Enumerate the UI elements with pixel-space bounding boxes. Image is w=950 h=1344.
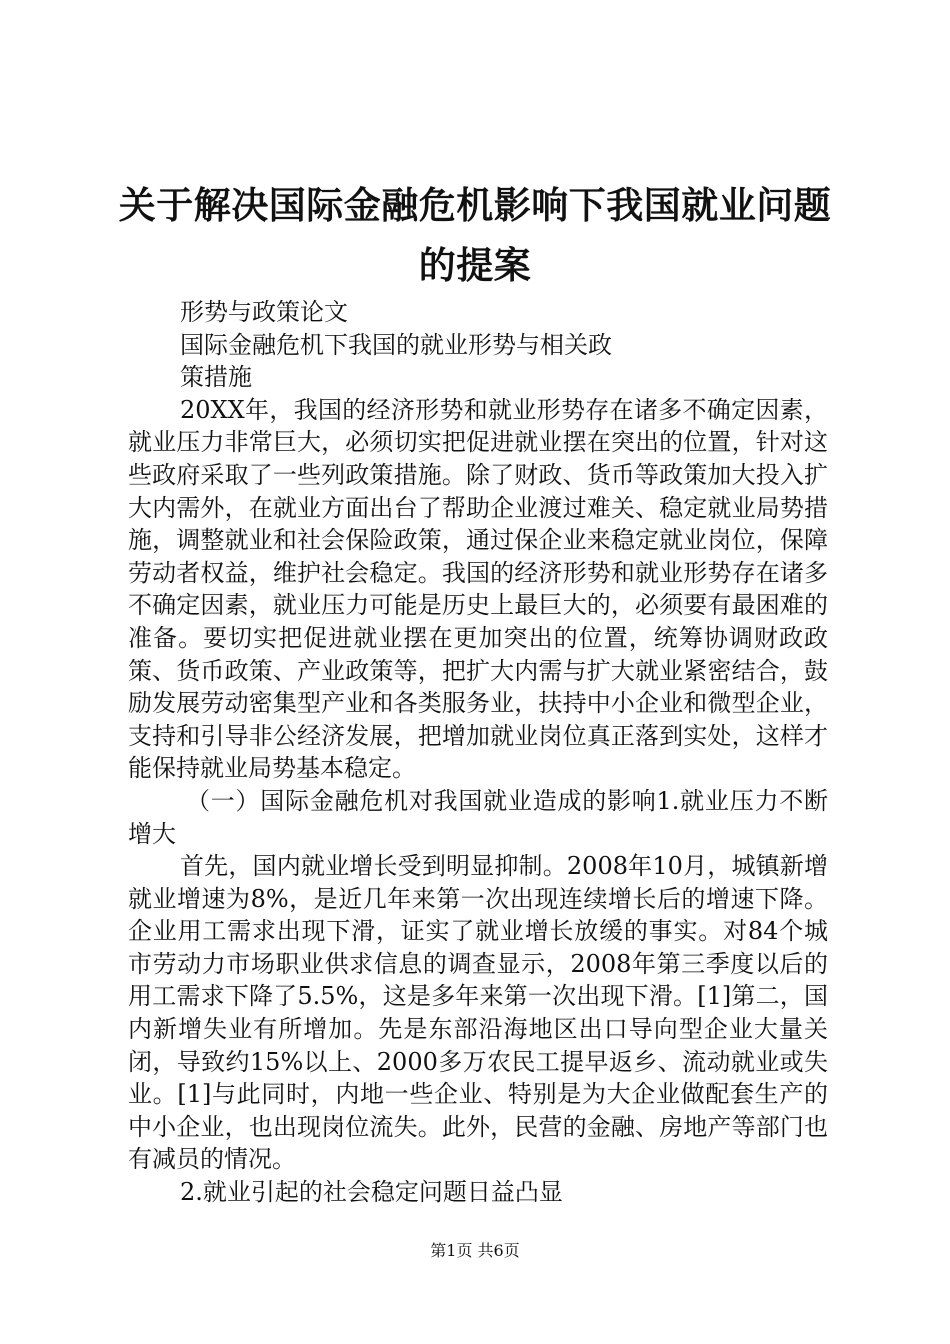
paragraph-impact: 首先，国内就业增长受到明显抑制。2008年10月，城镇新增就业增速为8%，是近几年来第一次出现连续增长后的增速下降。企业用工需求出现下滑，证实了就业增长放缓的事实。对84个城市劳动力市场职业供求信息的调查显示，2008年第三季度以后的用工需求下降了5.5%，这是多年来第一次出现下滑。[1]第二，国内新增失业有所增加。先是东部沿海地区出口导向型企业大量关闭，导致约15%以上、2000多万农民工提早返乡、流动就业或失业。[1]与此同时，内地一些企业、特别是为大企业做配套生产的中小企业，也出现岗位流失。此外，民营的金融、房地产等部门也有减员的情况。 <box>128 852 828 1174</box>
paragraph-subtitle-line2: 策措施 <box>180 363 252 392</box>
document-title: 关于解决国际金融危机影响下我国就业问题的提案 <box>118 184 832 287</box>
section-heading-1: （一）国际金融危机对我国就业造成的影响1.就业压力不断增大 <box>128 786 828 848</box>
paragraph-intro: 20XX年，我国的经济形势和就业形势存在诸多不确定因素，就业压力非常巨大，必须切实把促进就业摆在突出的位置，针对这些政府采取了一些列政策措施。除了财政、货币等政策加大投入扩大内需外，在就业方面出台了帮助企业渡过难关、稳定就业局势措施，调整就业和社会保险政策，通过保企业来稳定就业岗位，保障劳动者权益，维护社会稳定。我国的经济形势和就业形势存在诸多不确定因素，就业压力可能是历史上最巨大的，必须要有最困难的准备。要切实把促进就业摆在更加突出的位置，统筹协调财政政策、货币政策、产业政策等，把扩大内需与扩大就业紧密结合，鼓励发展劳动密集型产业和各类服务业，扶持中小企业和微型企业，支持和引导非公经济发展，把增加就业岗位真正落到实处，这样才能保持就业局势基本稳定。 <box>128 395 828 783</box>
paragraph-subtitle-line1: 国际金融危机下我国的就业形势与相关政 <box>180 330 612 359</box>
page-number-footer: 第1页 共6页 <box>430 1241 520 1260</box>
section-heading-2: 2.就业引起的社会稳定问题日益凸显 <box>180 1178 563 1207</box>
paragraph-subject: 形势与政策论文 <box>180 298 348 326</box>
document-body <box>128 296 828 1209</box>
